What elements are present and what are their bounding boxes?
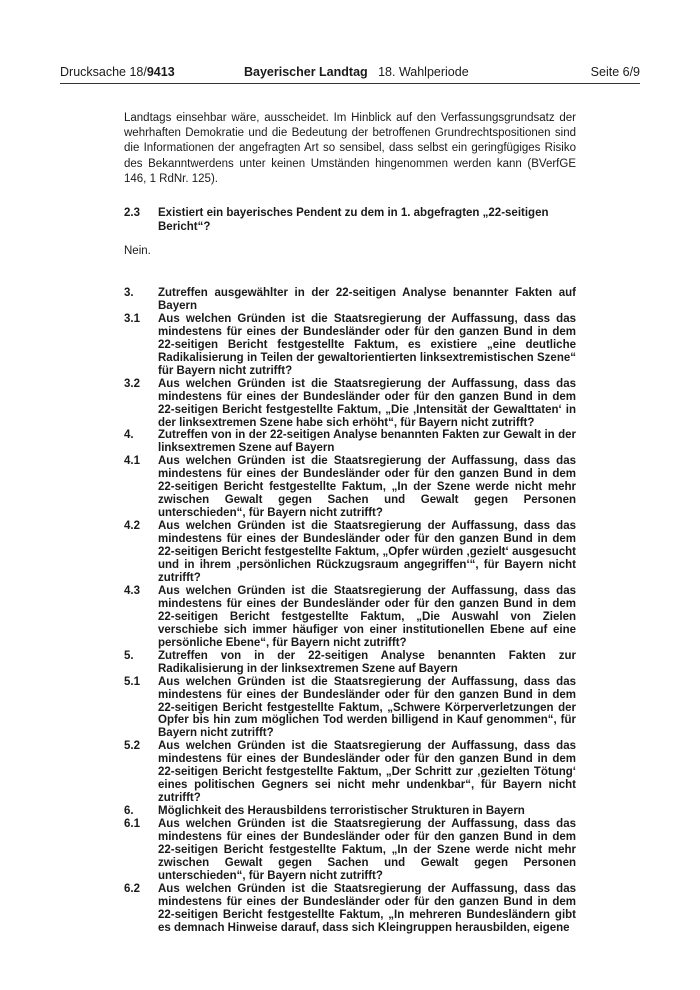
question-text: Aus welchen Gründen ist die Staatsregierung der Auffassung, dass das mindestens für eines der Bundesländer oder für den ganzen Bund in dem 22-seitigen Bericht festgestellte Faktum, „Der Schritt zur ‚gezielten Tötung‘ eines politischen Gegners sei nicht mehr undenkbar“, für Bayern nicht zutrifft? <box>158 740 576 805</box>
question-list <box>124 287 576 935</box>
question-number: 6.2 <box>124 882 140 895</box>
question-number: 3.2 <box>124 377 140 390</box>
question-number: 5.2 <box>124 740 140 753</box>
question-text: Aus welchen Gründen ist die Staatsregierung der Auffassung, dass das mindestens für eines der Bundesländer oder für den ganzen Bund in dem 22-seitigen Bericht festgestellte Faktum, „Schwere Körperverletzungen der Opfer bis hin zum möglichen Tod werden billigend in Kauf genommen“, für Bayern nicht zutrifft? <box>158 675 576 740</box>
question-item <box>124 520 576 585</box>
question-item <box>124 287 576 313</box>
legislative-period: 18. Wahlperiode <box>378 65 469 79</box>
document-number: Drucksache 18/9413 <box>60 65 175 79</box>
question-item <box>124 676 576 741</box>
question-number: 6. <box>124 805 134 818</box>
header-rule <box>60 83 640 84</box>
question-number: 2.3 <box>124 207 140 219</box>
question-item <box>124 650 576 676</box>
intro-paragraph: Landtags einsehbar wäre, ausscheidet. Im Hinblick auf den Verfassungsgrundsatz der wehrhaften Demokratie und die Bedeutung der betroffenen Grundrechtspositionen sind die Informationen der angefragten Art so sensibel, dass selbst ein geringfügiges Risiko des Bekanntwerdens unter keinen Umständen hingenommen werden kann (BVerfGE 146, 1 RdNr. 125). <box>124 112 576 185</box>
question-number: 4. <box>124 429 134 442</box>
question-text: Zutreffen von in der 22-seitigen Analyse benannten Fakten zur Gewalt in der linksextremen Szene auf Bayern <box>158 429 576 455</box>
question-text: Aus welchen Gründen ist die Staatsregierung der Auffassung, dass das mindestens für eines der Bundesländer oder für den ganzen Bund in dem 22-seitigen Bericht festgestellte Faktum, „Die ‚Intensität der Gewalttaten‘ in der linksextremen Szene habe sich erhöht“, für Bayern nicht zutrifft? <box>158 377 576 429</box>
question-number: 5.1 <box>124 675 140 688</box>
parliament-title: Bayerischer Landtag 18. Wahlperiode <box>244 65 469 79</box>
answer-text: Nein. <box>124 245 151 257</box>
question-text: Möglichkeit des Herausbildens terroristischer Strukturen in Bayern <box>158 805 525 818</box>
question-number: 5. <box>124 649 134 662</box>
question-text: Aus welchen Gründen ist die Staatsregierung der Auffassung, dass das mindestens für eines der Bundesländer oder für den ganzen Bund in dem 22-seitigen Bericht festgestellte Faktum, „Die Auswahl von Zielen verschiebe sich immer häufiger von einer institutionellen Ebene auf eine persönliche Ebene“, für Bayern nicht zutrifft? <box>158 584 576 649</box>
question-number: 4.1 <box>124 455 140 468</box>
question-item <box>124 455 576 520</box>
question-item <box>124 883 576 935</box>
page-number: Seite 6/9 <box>590 65 640 79</box>
page-header <box>60 64 640 82</box>
question-item <box>124 585 576 650</box>
question-text: Zutreffen ausgewählter in der 22-seitigen Analyse benannter Fakten auf Bayern <box>158 287 576 312</box>
question-number: 6.1 <box>124 818 140 831</box>
question-number: 4.3 <box>124 584 140 597</box>
question-item <box>124 818 576 883</box>
question-text: Aus welchen Gründen ist die Staatsregierung der Auffassung, dass das mindestens für eines der Bundesländer oder für den ganzen Bund in dem 22-seitigen Bericht festgestellte Faktum, „In der Szene werde nicht mehr zwischen Gewalt gegen Sachen und Gewalt gegen Personen unterschieden“, für Bayern nicht zutrifft? <box>158 818 576 882</box>
question-number: 3.1 <box>124 312 140 325</box>
question-number: 3. <box>124 287 134 299</box>
question-number: 4.2 <box>124 520 140 533</box>
question-text: Aus welchen Gründen ist die Staatsregierung der Auffassung, dass das mindestens für eines der Bundesländer oder für den ganzen Bund in dem 22-seitigen Bericht festgestellte Faktum, „In mehreren Bundesländern gibt es demnach Hinweise darauf, dass sich Kleingruppen herausbilden, eigene <box>158 882 576 934</box>
question-text: Aus welchen Gründen ist die Staatsregierung der Auffassung, dass das mindestens für eines der Bundesländer oder für den ganzen Bund in dem 22-seitigen Bericht festgestellte Faktum, „Opfer würden ‚gezielt‘ ausgesucht und in ihrem ‚persönlichen Rückzugsraum angegriffen‘“, für Bayern nicht zutrifft? <box>158 520 576 584</box>
question-item <box>124 378 576 430</box>
question-item <box>124 740 576 805</box>
question-item <box>124 805 576 818</box>
question-text: Zutreffen von in der 22-seitigen Analyse benannten Fakten zur Radikalisierung in der linksextremen Szene auf Bayern <box>158 649 576 675</box>
question-text: Aus welchen Gründen ist die Staatsregierung der Auffassung, dass das mindestens für eines der Bundesländer oder für den ganzen Bund in dem 22-seitigen Bericht festgestellte Faktum, es existiere „eine deutliche Radikalisierung in Teilen der gewaltorientierten linksextremistischen Szene“ für Bayern nicht zutrifft? <box>158 312 576 377</box>
question-item <box>124 313 576 378</box>
question-item <box>124 429 576 455</box>
question-text: Existiert ein bayerisches Pendent zu dem in 1. abgefragten „22-seitigen Bericht“? <box>158 207 549 233</box>
question-2-3 <box>124 206 576 234</box>
question-text: Aus welchen Gründen ist die Staatsregierung der Auffassung, dass das mindestens für eines der Bundesländer oder für den ganzen Bund in dem 22-seitigen Bericht festgestellte Faktum, „In der Szene werde nicht mehr zwischen Gewalt gegen Sachen und Gewalt gegen Personen unterschieden“, für Bayern nicht zutrifft? <box>158 455 576 520</box>
